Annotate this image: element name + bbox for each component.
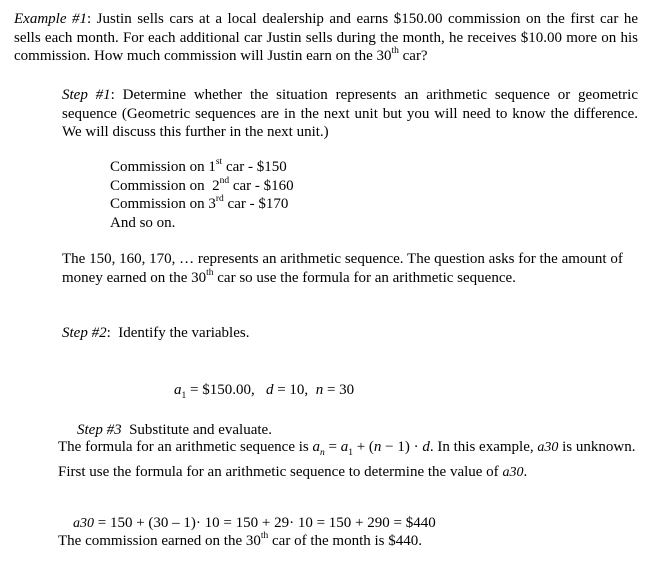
step2-label: Step #2	[62, 325, 107, 341]
var-a: a	[174, 381, 182, 398]
sequence-note-ordinal: th	[206, 267, 214, 278]
commission-prefix: Commission on 1	[110, 159, 216, 175]
formula-a-subscript: n	[319, 448, 325, 458]
commission-suffix: car - $160	[229, 177, 294, 194]
sequence-note-text: The 150, 160, 170, … represents an arithmetic sequence. The question asks for the amount of money earned on the 30	[62, 251, 623, 286]
formula-paragraph	[58, 435, 643, 485]
formula-intro: The formula for an arithmetic sequence is	[58, 439, 313, 455]
step3-label: Step #3	[77, 421, 122, 438]
formula-explanation: is unknown. First use the formula for an arithmetic sequence to determine the value of	[58, 439, 636, 480]
step1-text: Determine whether the situation represents an arithmetic sequence or geometric sequence (Geometric sequences are in the next unit but you will need to know the difference. We will discuss this further in the next unit.)	[62, 87, 639, 140]
commission-suffix: car - $150	[222, 159, 287, 175]
step1-paragraph	[62, 86, 638, 142]
step2-text: Identify the variables.	[110, 325, 250, 341]
step1-label: Step #1	[62, 87, 111, 103]
example-text: Justin sells cars at a local dealership and earns $150.00 commission on the first car he sells each month. For each additional car Justin sells during the month, he receives $10.00 more on his commission. How much commission will Justin earn on the 30	[14, 11, 638, 64]
step3-text: Substitute and evaluate.	[121, 421, 272, 438]
sequence-note-text-end: car so use the formula for an arithmetic sequence.	[213, 269, 516, 286]
calculation-term: a30	[73, 515, 94, 531]
commission-item	[110, 195, 410, 214]
commission-prefix: Commission on 2	[110, 177, 220, 194]
formula-d: d	[422, 439, 430, 455]
formula-plus: + (	[352, 439, 374, 455]
commission-suffix: car - $170	[223, 196, 289, 212]
commission-item	[110, 158, 410, 177]
commission-list	[110, 158, 410, 232]
and-so-on: And so on.	[110, 214, 176, 231]
var-d-value: = 10,	[273, 381, 316, 398]
conclusion-ordinal: th	[260, 531, 269, 541]
calculation-text: = 150 + (30 – 1)· 10 = 150 + 29· 10 = 150 + 290 = $440	[94, 514, 436, 531]
formula-n: n	[373, 439, 382, 455]
example-text-end: car?	[398, 48, 428, 64]
formula-a: a	[312, 439, 320, 455]
example-colon: :	[87, 11, 92, 27]
formula-a1: a	[340, 439, 349, 455]
example-label: Example #1	[14, 11, 87, 27]
var-a-value: = $150.00,	[186, 381, 266, 398]
formula-a1-subscript: 1	[348, 448, 353, 458]
formula-equals: =	[324, 439, 341, 455]
commission-ordinal: rd	[215, 194, 224, 204]
commission-item	[110, 177, 410, 196]
commission-ordinal: nd	[219, 175, 230, 186]
conclusion-text-end: car of the month is $440.	[268, 533, 422, 549]
var-n: n	[315, 381, 324, 398]
commission-ordinal: st	[215, 157, 223, 167]
target-term: a30	[502, 465, 524, 480]
sequence-note	[62, 250, 642, 287]
example-ordinal: th	[391, 46, 399, 56]
var-a-subscript: 1	[181, 390, 187, 401]
commission-prefix: Commission on 3	[110, 196, 216, 212]
conclusion-line	[58, 532, 638, 551]
formula-minus: − 1) ·	[381, 439, 423, 455]
step2-colon: :	[106, 325, 111, 341]
step1-colon: :	[110, 87, 115, 103]
formula-example-text: . In this example,	[429, 439, 538, 455]
example-paragraph	[14, 10, 638, 66]
arithmetic-formula	[312, 439, 430, 458]
unknown-term: a30	[537, 440, 559, 455]
var-d: d	[265, 381, 274, 398]
conclusion-text: The commission earned on the 30	[58, 533, 261, 549]
var-n-value: = 30	[323, 381, 355, 398]
formula-period: .	[523, 464, 528, 480]
step2-paragraph	[62, 324, 562, 343]
